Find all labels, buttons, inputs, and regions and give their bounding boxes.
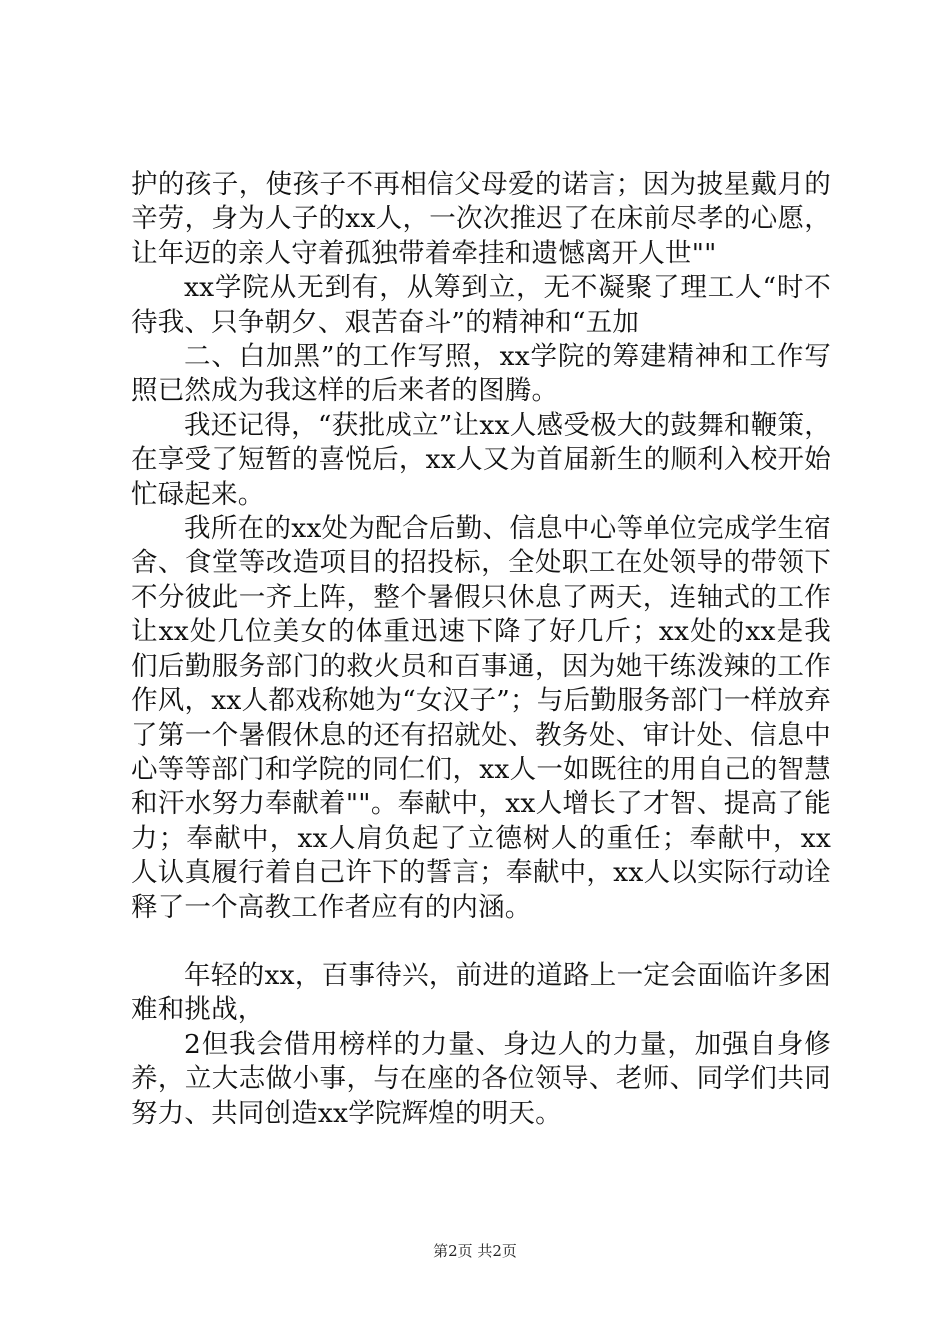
paragraph-7: 2但我会借用榜样的力量、身边人的力量，加强自身修养，立大志做小事，与在座的各位领导、老师、同学们共同努力、共同创造xx学院辉煌的明天。 bbox=[131, 1028, 831, 1129]
paragraph-6: 年轻的xx，百事待兴，前进的道路上一定会面临许多困难和挑战， bbox=[131, 959, 831, 1026]
paragraph-spacer bbox=[131, 925, 831, 959]
paragraph-3: 二、白加黑”的工作写照，xx学院的筹建精神和工作写照已然成为我这样的后来者的图腾。 bbox=[131, 341, 831, 407]
paragraph-2: xx学院从无到有，从筹到立，无不凝聚了理工人“时不待我、只争朝夕、艰苦奋斗”的精神和“五加 bbox=[131, 272, 831, 338]
paragraph-4: 我还记得，“获批成立”让xx人感受极大的鼓舞和鞭策，在享受了短暂的喜悦后，xx人又为首届新生的顺利入校开始忙碌起来。 bbox=[131, 409, 831, 510]
document-body bbox=[131, 168, 831, 1131]
paragraph-5: 我所在的xx处为配合后勤、信息中心等单位完成学生宿舍、食堂等改造项目的招投标，全处职工在处领导的带领下不分彼此一齐上阵，整个暑假只休息了两天，连轴式的工作让xx处几位美女的体重迅速下降了好几斤；xx处的xx是我们后勤服务部门的救火员和百事通，因为她干练泼辣的工作作风，xx人都戏称她为“女汉子”；与后勤服务部门一样放弃了第一个暑假休息的还有招就处、教务处、审计处、信息中心等等部门和学院的同仁们，xx人一如既往的用自己的智慧和汗水努力奉献着""。奉献中，xx人增长了才智、提高了能力；奉献中，xx人肩负起了立德树人的重任；奉献中，xx人认真履行着自己许下的誓言；奉献中，xx人以实际行动诠释了一个高教工作者应有的内涵。 bbox=[131, 513, 831, 923]
page-footer: 第2页 共2页 bbox=[433, 1242, 517, 1260]
paragraph-1: 护的孩子，使孩子不再相信父母爱的诺言；因为披星戴月的辛劳，身为人子的xx人，一次次推迟了在床前尽孝的心愿，让年迈的亲人守着孤独带着牵挂和遗憾离开人世"" bbox=[131, 169, 831, 269]
